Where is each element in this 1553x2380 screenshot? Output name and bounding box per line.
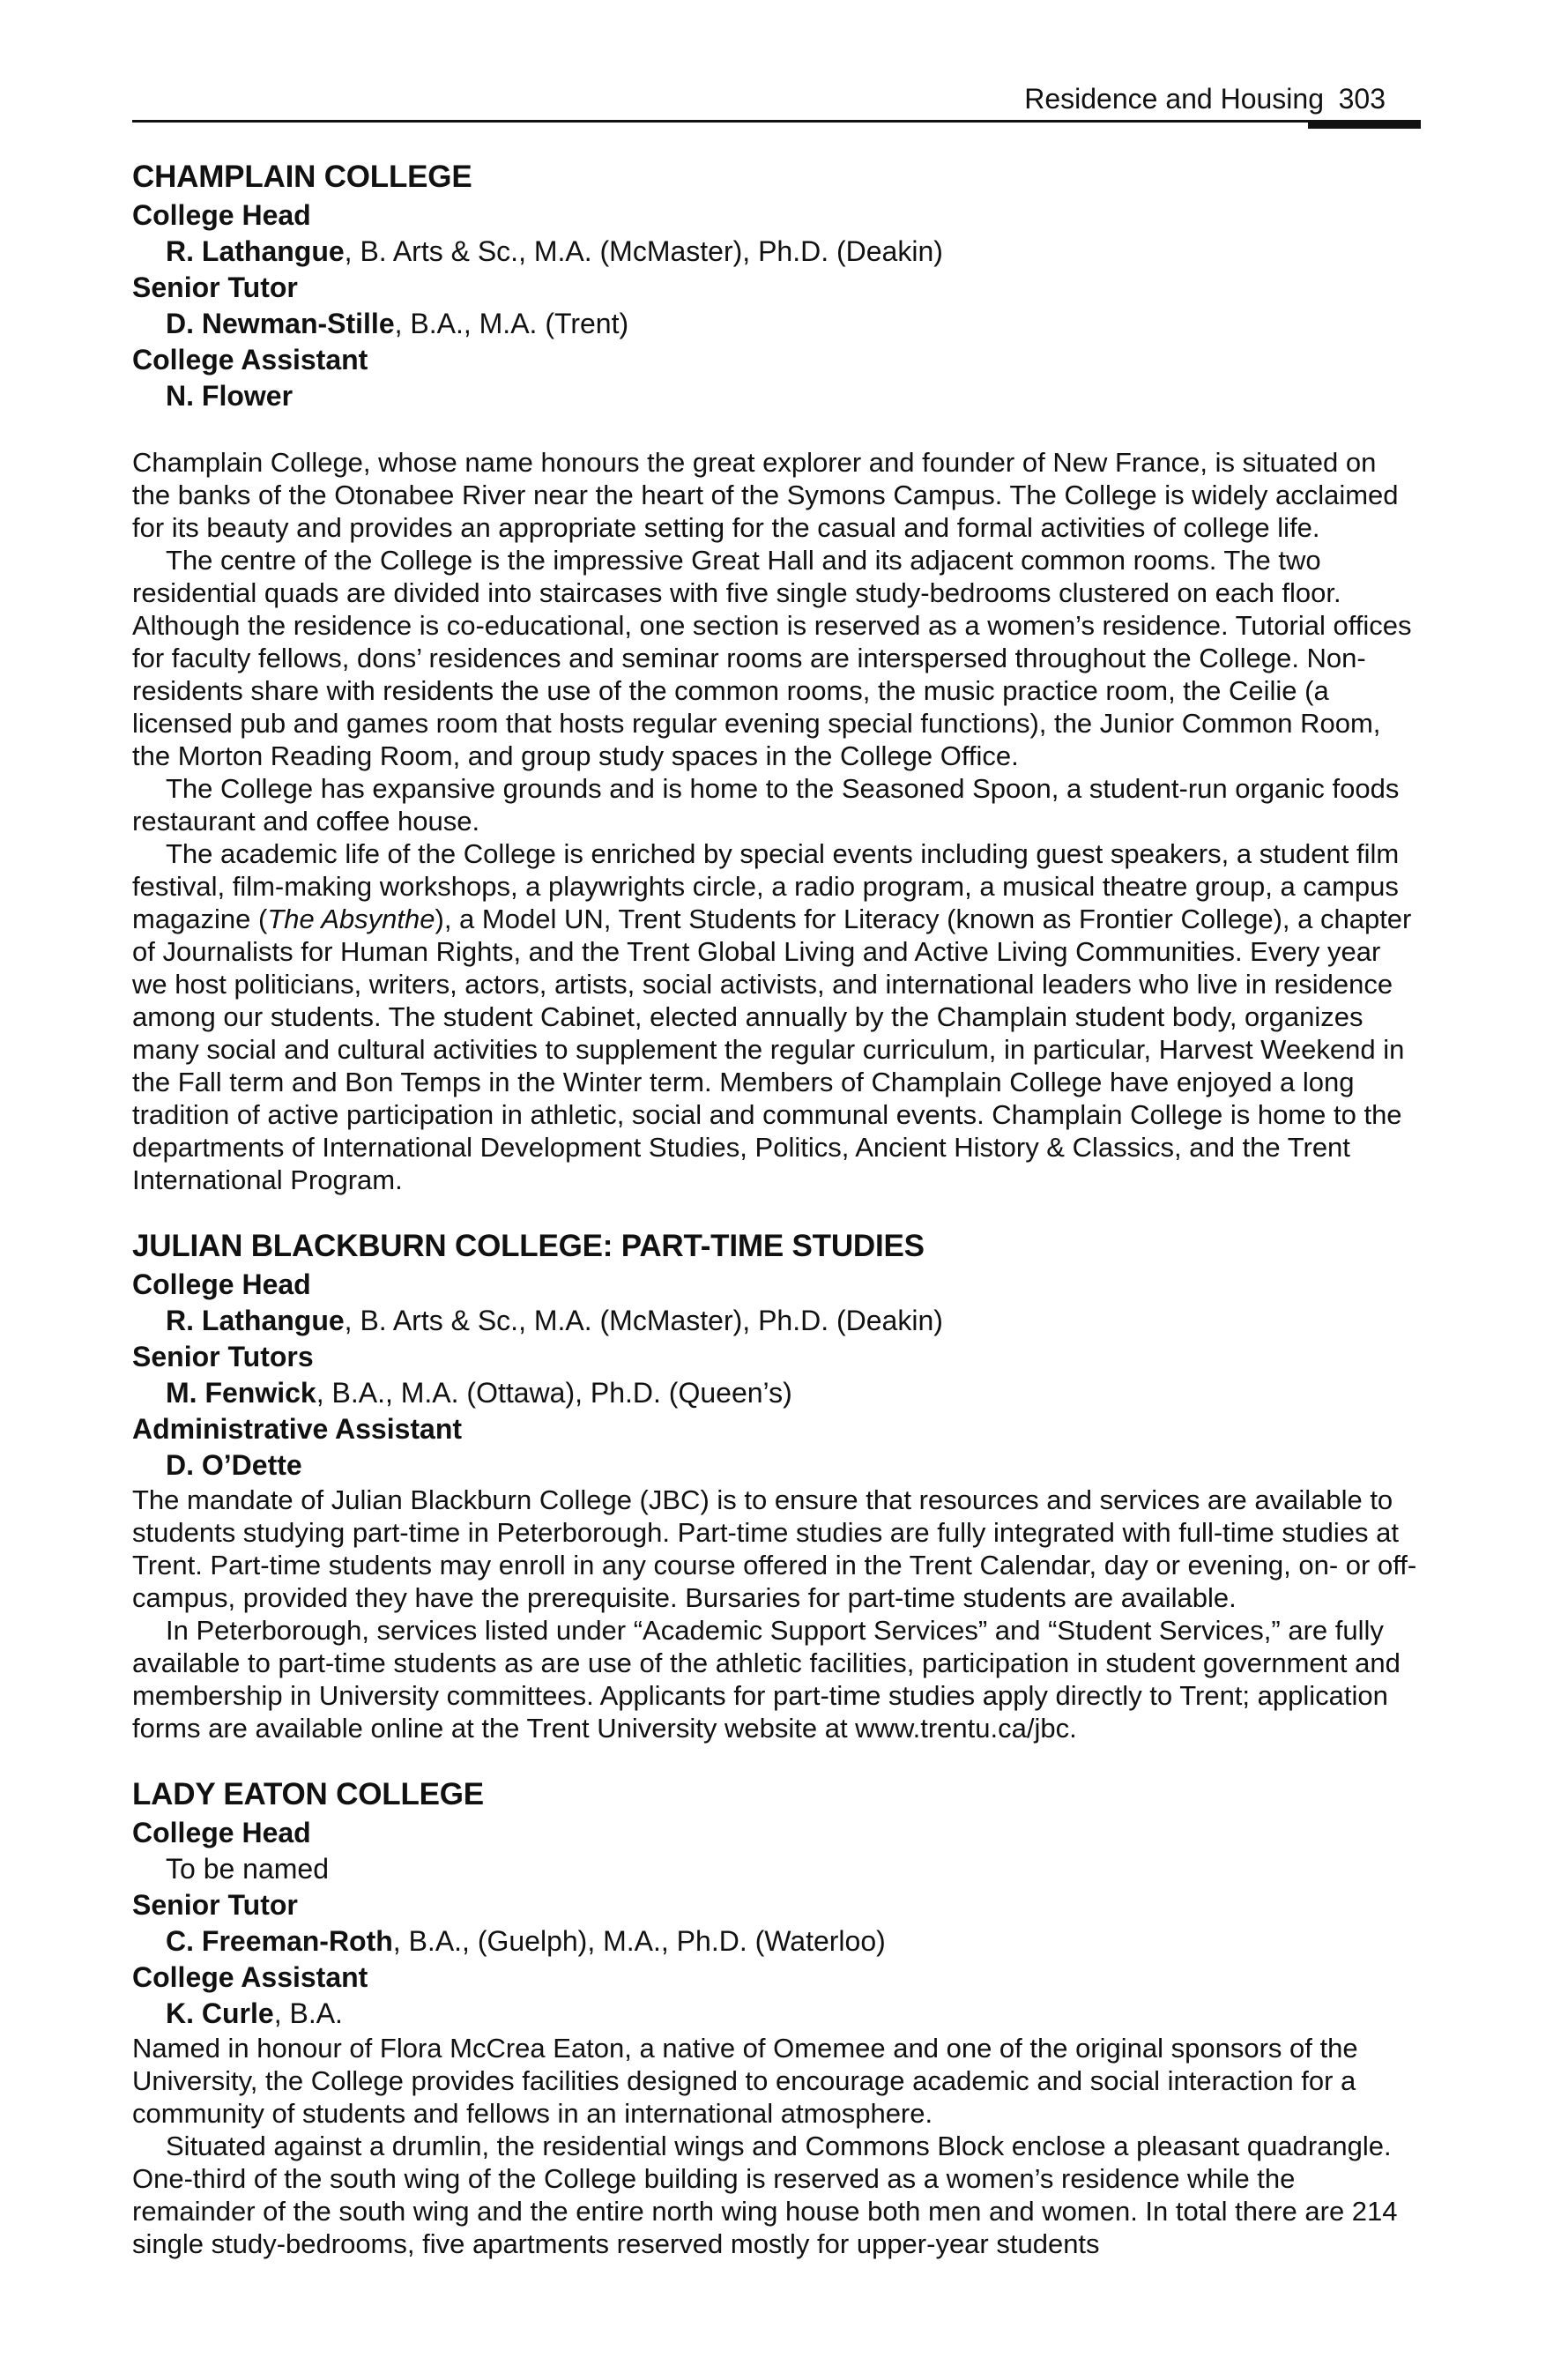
paragraph-text: The academic life of the College is enriched by special events including guest speakers, a student film festival, film-making workshops, a playwrights circle, a radio program, a musical theatre group, a campus magazine ( — [132, 838, 1400, 934]
staff-name: D. Newman-Stille — [166, 308, 395, 339]
staff-role: College Head — [132, 1268, 311, 1300]
staff-role: College Assistant — [132, 344, 368, 376]
staff-role: Senior Tutor — [132, 1889, 298, 1921]
page-number: 303 — [1338, 83, 1386, 115]
page-content — [132, 157, 1421, 2285]
header-rule — [132, 120, 1421, 123]
section-title: LADY EATON COLLEGE — [132, 1777, 484, 1811]
body-paragraph: The College has expansive grounds and is home to the Seasoned Spoon, a student-run organic foods restaurant and coffee house. — [132, 773, 1400, 837]
staff-role: Administrative Assistant — [132, 1413, 463, 1445]
running-header — [132, 81, 1421, 134]
staff-name: R. Lathangue — [166, 235, 345, 267]
staff-role: Senior Tutor — [132, 271, 298, 303]
staff-name: N. Flower — [166, 380, 294, 412]
staff-credentials: , B. Arts & Sc., M.A. (McMaster), Ph.D. (Deakin) — [344, 1305, 943, 1336]
body-paragraph — [132, 837, 1421, 1196]
staff-credentials: , B.A. — [273, 1997, 343, 2029]
staff-person — [166, 378, 1421, 414]
running-header-title: Residence and Housing — [1024, 83, 1324, 115]
section-title: JULIAN BLACKBURN COLLEGE: PART-TIME STUDIES — [132, 1229, 925, 1263]
staff-credentials: , B. Arts & Sc., M.A. (McMaster), Ph.D. (Deakin) — [344, 235, 943, 267]
staff-name: M. Fenwick — [166, 1377, 316, 1409]
staff-person — [166, 1447, 1421, 1484]
body-paragraph: The centre of the College is the impressive Great Hall and its adjacent common rooms. The two residential quads are divided into staircases with five single study-bedrooms clustered on each floor. Although the residence is co-educational, one section is reserved as a women’s residence. Tutorial offices for faculty fellows, dons’ residences and seminar rooms are interspersed throughout the College. Non-residents share with residents the use of the common rooms, the music practice room, the Ceilie (a licensed pub and games room that hosts regular evening special functions), the Junior Common Room, the Morton Reading Room, and group study spaces in the College Office. — [132, 545, 1412, 771]
body-paragraph: In Peterborough, services listed under “Academic Support Services” and “Student Services,” are fully available to part-time students as are use of the athletic facilities, participation in student government and membership in University committees. Applicants for part-time studies apply directly to Trent; application forms are available online at the Trent University website at www.trentu.ca/jbc. — [132, 1615, 1401, 1744]
section-title: CHAMPLAIN COLLEGE — [132, 160, 472, 194]
staff-credentials: , B.A., M.A. (Ottawa), Ph.D. (Queen’s) — [316, 1377, 792, 1409]
staff-person — [166, 1303, 1421, 1339]
staff-credentials: , B.A., M.A. (Trent) — [394, 308, 629, 339]
staff-person — [166, 1923, 1421, 1960]
magazine-title: The Absynthe — [267, 904, 435, 934]
staff-role: College Head — [132, 199, 311, 231]
staff-person — [166, 234, 1421, 270]
staff-role: College Assistant — [132, 1961, 368, 1993]
section-julian-blackburn-college — [132, 1226, 1421, 1744]
paragraph-text: ), a Model UN, Trent Students for Literacy (known as Frontier College), a chapter of Journalists for Human Rights, and the Trent Global Living and Active Living Communities. Every year we host politicians, writers, actors, artists, social activists, and international leaders who live in residence among our students. The student Cabinet, elected annually by the Champlain student body, organizes many social and cultural activities to supplement the regular curriculum, in particular, Harvest Weekend in the Fall term and Bon Temps in the Winter term. Members of Champlain College have enjoyed a long tradition of active participation in athletic, social and communal events. Champlain College is home to the departments of International Development Studies, Politics, Ancient History & Classics, and the Trent International Program. — [132, 904, 1412, 1195]
header-tab-marker — [1308, 120, 1421, 129]
body-paragraph: Champlain College, whose name honours the great explorer and founder of New France, is situated on the banks of the Otonabee River near the heart of the Symons Campus. The College is widely acclaimed for its beauty and provides an appropriate setting for the casual and formal activities of college life. — [132, 447, 1399, 543]
staff-person — [166, 306, 1421, 342]
staff-credentials: , B.A., (Guelph), M.A., Ph.D. (Waterloo) — [392, 1925, 886, 1957]
staff-credentials: To be named — [166, 1853, 330, 1885]
body-paragraph: Named in honour of Flora McCrea Eaton, a native of Omemee and one of the original sponsors of the University, the College provides facilities designed to encourage academic and social interaction for a community of students and fellows in an international atmosphere. — [132, 2033, 1358, 2129]
staff-name: D. O’Dette — [166, 1449, 302, 1481]
section-champlain-college — [132, 157, 1421, 1196]
staff-name: R. Lathangue — [166, 1305, 345, 1336]
staff-person — [166, 1996, 1421, 2032]
body-paragraph: Situated against a drumlin, the residential wings and Commons Block enclose a pleasant quadrangle. One-third of the south wing of the College building is reserved as a women’s residence while the remainder of the south wing and the entire north wing house both men and women. In total there are 214 single study-bedrooms, five apartments reserved mostly for upper-year students — [132, 2131, 1398, 2259]
section-lady-eaton-college — [132, 1774, 1421, 2260]
staff-person — [166, 1851, 1421, 1887]
body-paragraph: The mandate of Julian Blackburn College (JBC) is to ensure that resources and services are available to students studying part-time in Peterborough. Part-time studies are fully integrated with full-time studies at Trent. Part-time students may enroll in any course offered in the Trent Calendar, day or evening, on- or off-campus, provided they have the prerequisite. Bursaries for part-time students are available. — [132, 1484, 1417, 1613]
staff-role: Senior Tutors — [132, 1341, 314, 1372]
staff-role: College Head — [132, 1817, 311, 1848]
staff-name: C. Freeman-Roth — [166, 1925, 393, 1957]
staff-name: K. Curle — [166, 1997, 274, 2029]
staff-person — [166, 1375, 1421, 1411]
